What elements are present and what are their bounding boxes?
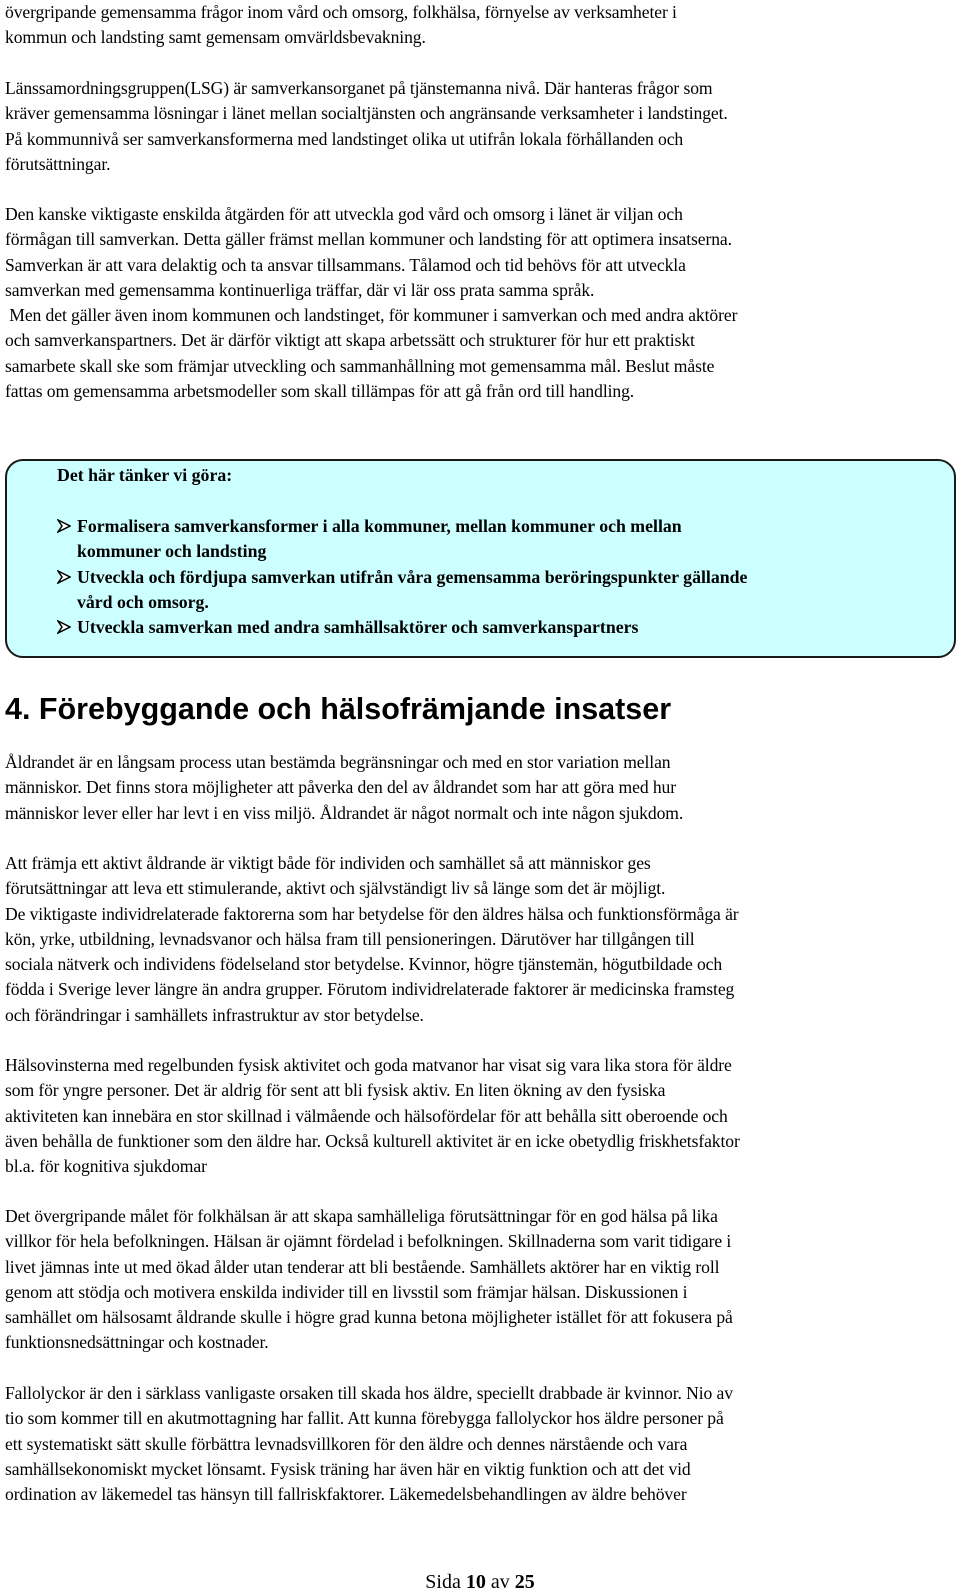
arrow-bullet-icon — [57, 570, 71, 584]
text-line: ett systematiskt sätt skulle förbättra levnadsvillkoren för den äldre och dennes närstående och vara — [5, 1433, 688, 1454]
text-line: förutsättningar att leva ett stimulerande, aktivt och självständigt liv så länge som det är möjligt. — [5, 878, 666, 899]
text-line: fattas om gemensamma arbetsmodeller som skall tillämpas för att gå från ord till handling. — [5, 381, 635, 402]
action-item-line: Utveckla samverkan med andra samhällsaktörer och samverkanspartners — [77, 617, 639, 638]
text-line: tio som kommer till en akutmottagning har fallit. Att kunna förebygga fallolyckor hos äldre personer på — [5, 1408, 724, 1429]
text-line: ordination av läkemedel tas hänsyn till fallriskfaktorer. Läkemedelsbehandlingen av äldre behöver — [5, 1484, 687, 1505]
page-of-label: av — [490, 1571, 510, 1593]
text-line: kräver gemensamma lösningar i länet mellan socialtjänsten och angränsande verksamheter i landstinget. — [5, 103, 728, 124]
paragraph — [5, 750, 955, 826]
text-line: Samverkan är att vara delaktig och ta ansvar tillsammans. Tålamod och tid behövs för att utveckla — [5, 254, 686, 275]
action-item-line: vård och omsorg. — [77, 591, 209, 612]
text-line: övergripande gemensamma frågor inom vård och omsorg, folkhälsa, förnyelse av verksamheter i — [5, 2, 677, 22]
action-list — [57, 514, 747, 640]
text-line: Det övergripande målet för folkhälsan är att skapa samhälleliga förutsättningar för en god hälsa på lika — [5, 1206, 718, 1226]
text-line: människor. Det finns stora möjligheter att påverka den del av åldrandet som har att göra med hur — [5, 777, 676, 798]
action-item — [57, 565, 747, 616]
page-total: 25 — [514, 1571, 535, 1593]
text-line: funktionsnedsättningar och kostnader. — [5, 1332, 269, 1353]
text-line: Att främja ett aktivt åldrande är viktigt både för individen och samhället så att människor ges — [5, 853, 651, 873]
paragraph — [5, 1053, 955, 1179]
text-line: livet jämnas inte ut med ökad ålder utan tenderar att bli bestående. Samhällets aktörer har en viktig roll — [5, 1256, 720, 1277]
text-line: Fallolyckor är den i särklass vanligaste orsaken till skada hos äldre, speciellt drabbade är kvinnor. Nio av — [5, 1383, 733, 1403]
paragraph — [5, 851, 955, 1028]
text-line: och förändringar i samhällets infrastruktur av stor betydelse. — [5, 1004, 424, 1025]
action-box-heading: Det här tänker vi göra: — [57, 465, 233, 485]
page-footer — [0, 1570, 960, 1594]
text-line: På kommunnivå ser samverkansformerna med landstinget olika ut utifrån lokala förhållanden och — [5, 128, 684, 149]
action-item-line: Utveckla och fördjupa samverkan utifrån våra gemensamma beröringspunkter gällande — [77, 566, 748, 587]
text-line: samhället om hälsosamt åldrande skulle i högre grad kunna betona möjligheter istället för att fokusera på — [5, 1307, 733, 1328]
paragraph — [5, 1204, 955, 1356]
page-label: Sida — [425, 1571, 461, 1593]
page-number: 10 — [465, 1571, 486, 1593]
text-line: villkor för hela befolkningen. Hälsan är ojämnt fördelad i befolkningen. Skillnaderna som varit tidigare i — [5, 1231, 732, 1252]
text-line: även behålla de funktioner som den äldre har. Också kulturell aktivitet är en icke obetydlig friskhetsfaktor — [5, 1130, 740, 1151]
text-line: förutsättningar. — [5, 153, 111, 174]
paragraph — [5, 202, 955, 404]
text-line: Hälsovinsterna med regelbunden fysisk aktivitet och goda matvanor har visat sig vara lika stora för äldre — [5, 1055, 732, 1075]
paragraph — [5, 1381, 955, 1507]
text-line: Åldrandet är en långsam process utan bestämda begränsningar och med en stor variation mellan — [5, 752, 671, 772]
text-line: bl.a. för kognitiva sjukdomar — [5, 1156, 207, 1177]
text-line: människor lever eller har levt i en viss miljö. Åldrandet är något normalt och inte någon sjukdom. — [5, 802, 684, 823]
arrow-bullet-icon — [57, 620, 71, 634]
text-line: sociala nätverk och individens födelseland stor betydelse. Kvinnor, högre tjänstemän, högutbildade och — [5, 954, 723, 975]
text-line: födda i Sverige lever längre än andra grupper. Förutom individrelaterade faktorer är medicinska framsteg — [5, 979, 735, 1000]
text-line: samverkan med gemensamma kontinuerliga träffar, där vi lär oss prata samma språk. — [5, 279, 595, 300]
text-line: genom att stödja och motivera enskilda individer till en livsstil som främjar hälsan. Diskussionen i — [5, 1281, 688, 1302]
arrow-bullet-icon — [57, 519, 71, 533]
paragraph — [5, 0, 955, 51]
section-title: 4. Förebyggande och hälsofrämjande insatser — [5, 692, 672, 726]
action-item — [57, 615, 747, 640]
text-line: kön, yrke, utbildning, levnadsvanor och hälsa fram till pensioneringen. Därutöver har tillgången till — [5, 928, 695, 949]
text-line: samarbete skall ske som främjar utveckling och sammanhållning mot gemensamma mål. Beslut måste — [5, 355, 715, 376]
action-item-line: kommuner och landsting — [77, 541, 267, 562]
text-line: kommun och landsting samt gemensam omvärldsbevakning. — [5, 27, 426, 48]
text-line: och samverkanspartners. Det är därför viktigt att skapa arbetssätt och strukturer för hur ett praktiskt — [5, 330, 695, 351]
text-line: som för yngre personer. Det är aldrig för sent att bli fysisk aktiv. En liten ökning av den fysiska — [5, 1080, 666, 1101]
text-line: Men det gäller även inom kommunen och landstinget, för kommuner i samverkan och med andra aktörer — [5, 305, 738, 326]
text-line: Den kanske viktigaste enskilda åtgärden för att utveckla god vård och omsorg i länet är viljan och — [5, 204, 683, 224]
action-item — [57, 514, 747, 565]
action-item-line: Formalisera samverkansformer i alla kommuner, mellan kommuner och mellan — [77, 516, 682, 536]
text-line: samhällsekonomiskt mycket lönsamt. Fysisk träning har även här en viktig funktion och att det vid — [5, 1458, 691, 1479]
text-line: Länssamordningsgruppen(LSG) är samverkansorganet på tjänstemanna nivå. Där hanteras frågor som — [5, 78, 713, 98]
text-line: De viktigaste individrelaterade faktorerna som har betydelse för den äldres hälsa och funktionsförmåga är — [5, 903, 739, 924]
paragraph — [5, 76, 955, 177]
text-line: förmågan till samverkan. Detta gäller främst mellan kommuner och landsting för att optimera insatserna. — [5, 229, 732, 250]
text-line: aktiviteten kan innebära en stor skillnad i välmående och hälsofördelar för att behålla sitt oberoende och — [5, 1105, 728, 1126]
